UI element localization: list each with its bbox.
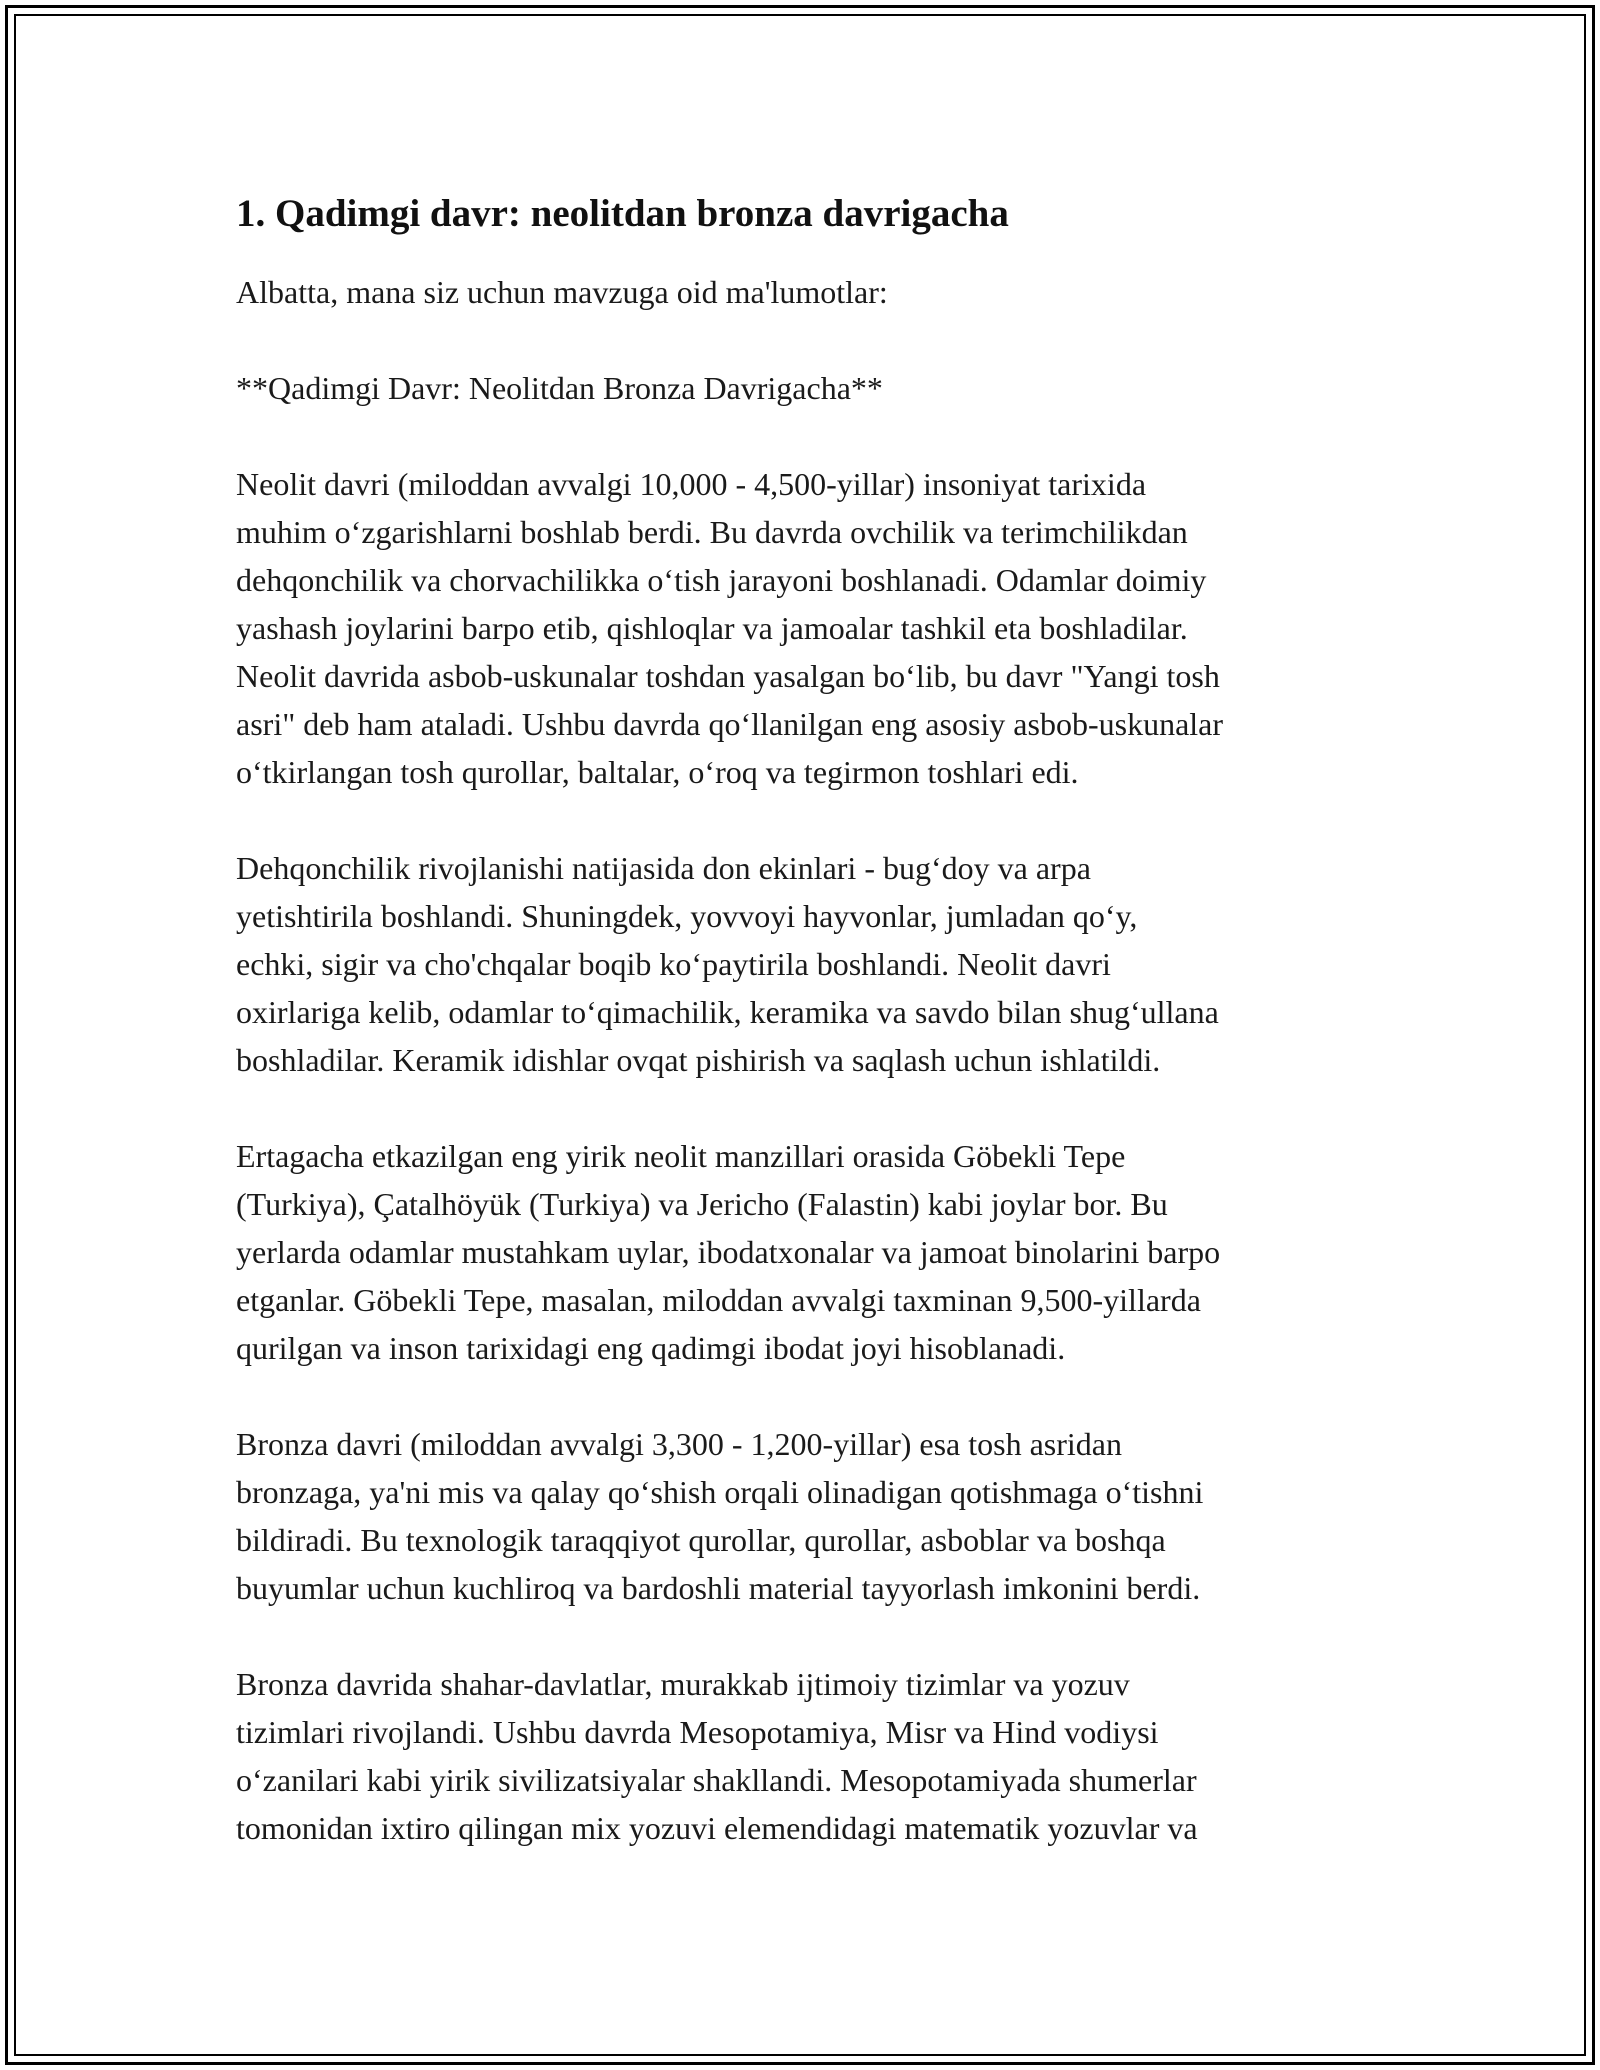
subtitle-line: **Qadimgi Davr: Neolitdan Bronza Davrigacha**	[236, 370, 883, 406]
paragraph-neolithic-period: Neolit davri (miloddan avvalgi 10,000 - 4,500-yillar) insoniyat tarixida muhim o‘zgarishlarni boshlab berdi. Bu davrda ovchilik va terimchilikdan dehqonchilik va chorvachilikka o‘tish jarayoni boshlanadi. Odamlar doimiy yashash joylarini barpo etib, qishloqlar va jamoalar tashkil eta boshladilar. Neolit davrida asbob-uskunalar toshdan yasalgan bo‘lib, bu davr "Yangi tosh asri" deb ham ataladi. Ushbu davrda qo‘llanilgan eng asosiy asbob-uskunalar o‘tkirlangan tosh qurollar, baltalar, o‘roq va tegirmon toshlari edi.	[236, 466, 1224, 790]
paragraph-neolithic-sites: Ertagacha etkazilgan eng yirik neolit manzillari orasida Göbekli Tepe (Turkiya), Çatalhöyük (Turkiya) va Jericho (Falastin) kabi joylar bor. Bu yerlarda odamlar mustahkam uylar, ibodatxonalar va jamoat binolarini barpo etganlar. Göbekli Tepe, masalan, miloddan avvalgi taxminan 9,500-yillarda qurilgan va inson tarixidagi eng qadimgi ibodat joyi hisoblanadi.	[236, 1138, 1221, 1366]
paragraph-bronze-civilizations: Bronza davrida shahar-davlatlar, murakkab ijtimoiy tizimlar va yozuv tizimlari rivojlandi. Ushbu davrda Mesopotamiya, Misr va Hind vodiysi o‘zanilari kabi yirik sivilizatsiyalar shakllandi. Mesopotamiyada shumerlar tomonidan ixtiro qilingan mix yozuvi elemendidagi matematik yozuvlar va	[236, 1666, 1198, 1846]
paragraph-bronze-age: Bronza davri (miloddan avvalgi 3,300 - 1,200-yillar) esa tosh asridan bronzaga, ya'ni mis va qalay qo‘shish orqali olinadigan qotishmaga o‘tishni bildiradi. Bu texnologik taraqqiyot qurollar, qurollar, asboblar va boshqa buyumlar uchun kuchliroq va bardoshli material tayyorlash imkonini berdi.	[236, 1426, 1204, 1606]
document-body	[236, 186, 1376, 1900]
section-heading: 1. Qadimgi davr: neolitdan bronza davrigacha	[236, 192, 1009, 235]
intro-line: Albatta, mana siz uchun mavzuga oid ma'lumotlar:	[236, 274, 888, 310]
paragraph-agriculture: Dehqonchilik rivojlanishi natijasida don ekinlari - bug‘doy va arpa yetishtirila boshlandi. Shuningdek, yovvoyi hayvonlar, jumladan qo‘y, echki, sigir va cho'chqalar boqib ko‘paytirila boshlandi. Neolit davri oxirlariga kelib, odamlar to‘qimachilik, keramika va savdo bilan shug‘ullana boshladilar. Keramik idishlar ovqat pishirish va saqlash uchun ishlatildi.	[236, 850, 1219, 1078]
